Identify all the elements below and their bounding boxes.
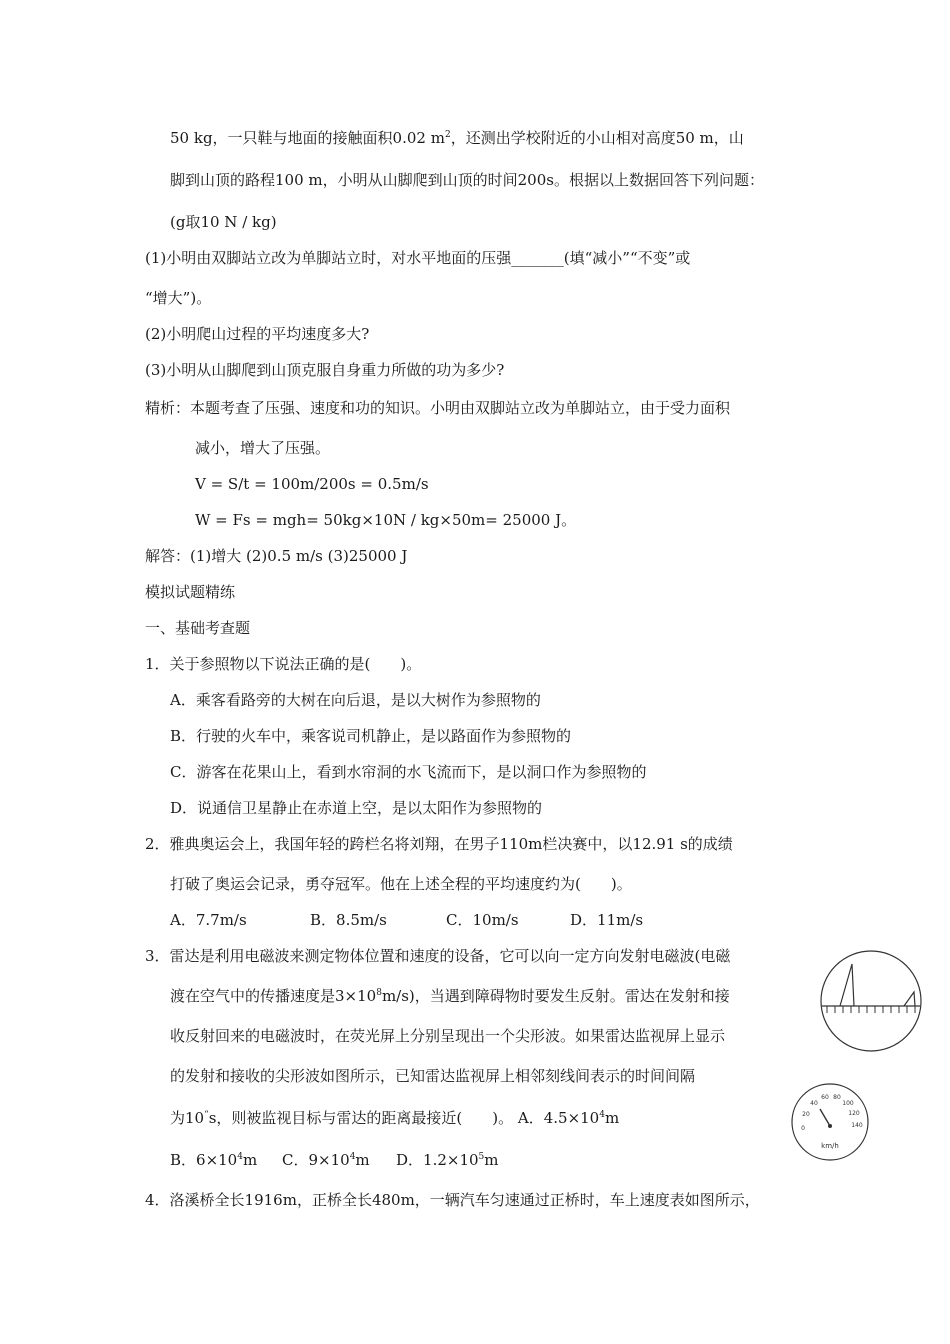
speedometer-tick-40: 40 [810, 1100, 818, 1107]
text-line: 50 kg，一只鞋与地面的接触面积0.02 $m^2$，还测出学校附近的小山相对高度50 m，山 [170, 129, 744, 147]
text-line: 脚到山顶的路程100 m，小明从山脚爬到山顶的时间200s。根据以上数据回答下列问题： [170, 171, 764, 189]
section-title: 模拟试题精练 [145, 583, 236, 601]
speedometer-tick-0: 0 [801, 1125, 805, 1132]
problem-1-option-c: C．游客在花果山上，看到水帘洞的水飞流而下，是以洞口作为参照物的 [170, 763, 647, 781]
speedometer-tick-60: 60 [821, 1094, 829, 1101]
received-pulse [904, 992, 915, 1006]
problem-1-option-d: D．说通信卫星静止在赤道上空，是以太阳作为参照物的 [170, 799, 543, 817]
problem-3-line-3: 收反射回来的电磁波时，在荧光屏上分别呈现出一个尖形波。如果雷达监视屏上显示 [170, 1027, 726, 1045]
problem-1-option-a: A．乘客看路旁的大树在向后退，是以大树作为参照物的 [170, 691, 541, 709]
speedometer-tick-100: 100 [842, 1100, 854, 1107]
problem-1-stem: 1．关于参照物以下说法正确的是( )。 [145, 655, 422, 673]
formula-work: W = Fs = mgh= 50kg×10N / kg×50m= 25000 J。 [195, 511, 577, 529]
analysis: 精析：本题考查了压强、速度和功的知识。小明由双脚站立改为单脚站立，由于受力面积 [145, 399, 731, 417]
speedometer-tick-120: 120 [848, 1110, 860, 1117]
problem-2-option-d: D．11m/s [570, 911, 644, 929]
emitted-pulse [840, 964, 854, 1006]
problem-3-line-2: 渡在空气中的传播速度是$3\times 10^8m/s$)，当遇到障碍物时要发生反射。雷达在发射和接 [170, 987, 730, 1005]
speedometer-tick-20: 20 [802, 1111, 810, 1118]
problem-2-option-b: B．8.5m/s [310, 911, 387, 929]
problem-2-stem-cont: 打破了奥运会记录，勇夺冠军。他在上述全程的平均速度约为( )。 [170, 875, 632, 893]
problem-3-option-b: B．$6\times 10^4m$ [170, 1151, 258, 1169]
problem-3-option-d: D．$1.2\times 10^5m$ [396, 1151, 499, 1169]
radar-screen-outline [821, 951, 921, 1051]
speedometer-figure [790, 1078, 870, 1166]
radar-tick-marks [827, 1006, 915, 1013]
problem-3-line-5: 为10“s，则被监视目标与雷达的距离最接近( )。 A．$4.5\times 10^4m$ [170, 1109, 620, 1127]
problem-4-stem: 4．洛溪桥全长1916m，正桥全长480m，一辆汽车匀速通过正桥时，车上速度表如图所示， [145, 1191, 760, 1209]
speedometer-tick-140: 140 [851, 1122, 863, 1129]
question-2: (2)小明爬山过程的平均速度多大? [145, 325, 370, 343]
question-1-cont: “增大”)。 [145, 289, 212, 307]
problem-3-option-c: C．$9\times 10^4m$ [282, 1151, 370, 1169]
speedometer-tick-80: 80 [833, 1094, 841, 1101]
text-line: (g取10 N / kg) [170, 213, 277, 231]
problem-3-stem: 3．雷达是利用电磁波来测定物体位置和速度的设备，它可以向一定方向发射电磁波(电磁 [145, 947, 731, 965]
question-3: (3)小明从山脚爬到山顶克服自身重力所做的功为多少? [145, 361, 505, 379]
formula-velocity: V = S/t = 100m/200s = 0.5m/s [195, 475, 429, 493]
analysis-cont: 减小，增大了压强。 [195, 439, 331, 457]
problem-2-stem: 2．雅典奥运会上，我国年轻的跨栏名将刘翔，在男子110m栏决赛中，以12.91 s的成绩 [145, 835, 733, 853]
radar-screen-figure [818, 948, 924, 1054]
speedometer-needle [820, 1109, 830, 1126]
problem-2-option-c: C．10m/s [446, 911, 519, 929]
problem-2-option-a: A．7.7m/s [170, 911, 247, 929]
question-1: (1)小明由双脚站立改为单脚站立时，对水平地面的压强_______(填“减小”“不变”或 [145, 249, 691, 267]
problem-1-option-b: B．行驶的火车中，乘客说司机静止，是以路面作为参照物的 [170, 727, 572, 745]
problem-3-line-4: 的发射和接收的尖形波如图所示，已知雷达监视屏上相邻刻线间表示的时间间隔 [170, 1067, 696, 1085]
answer: 解答：(1)增大 (2)0.5 m/s (3)25000 J [145, 547, 408, 565]
subsection-title: 一、基础考查题 [145, 619, 251, 637]
speedometer-unit: km/h [821, 1142, 839, 1150]
